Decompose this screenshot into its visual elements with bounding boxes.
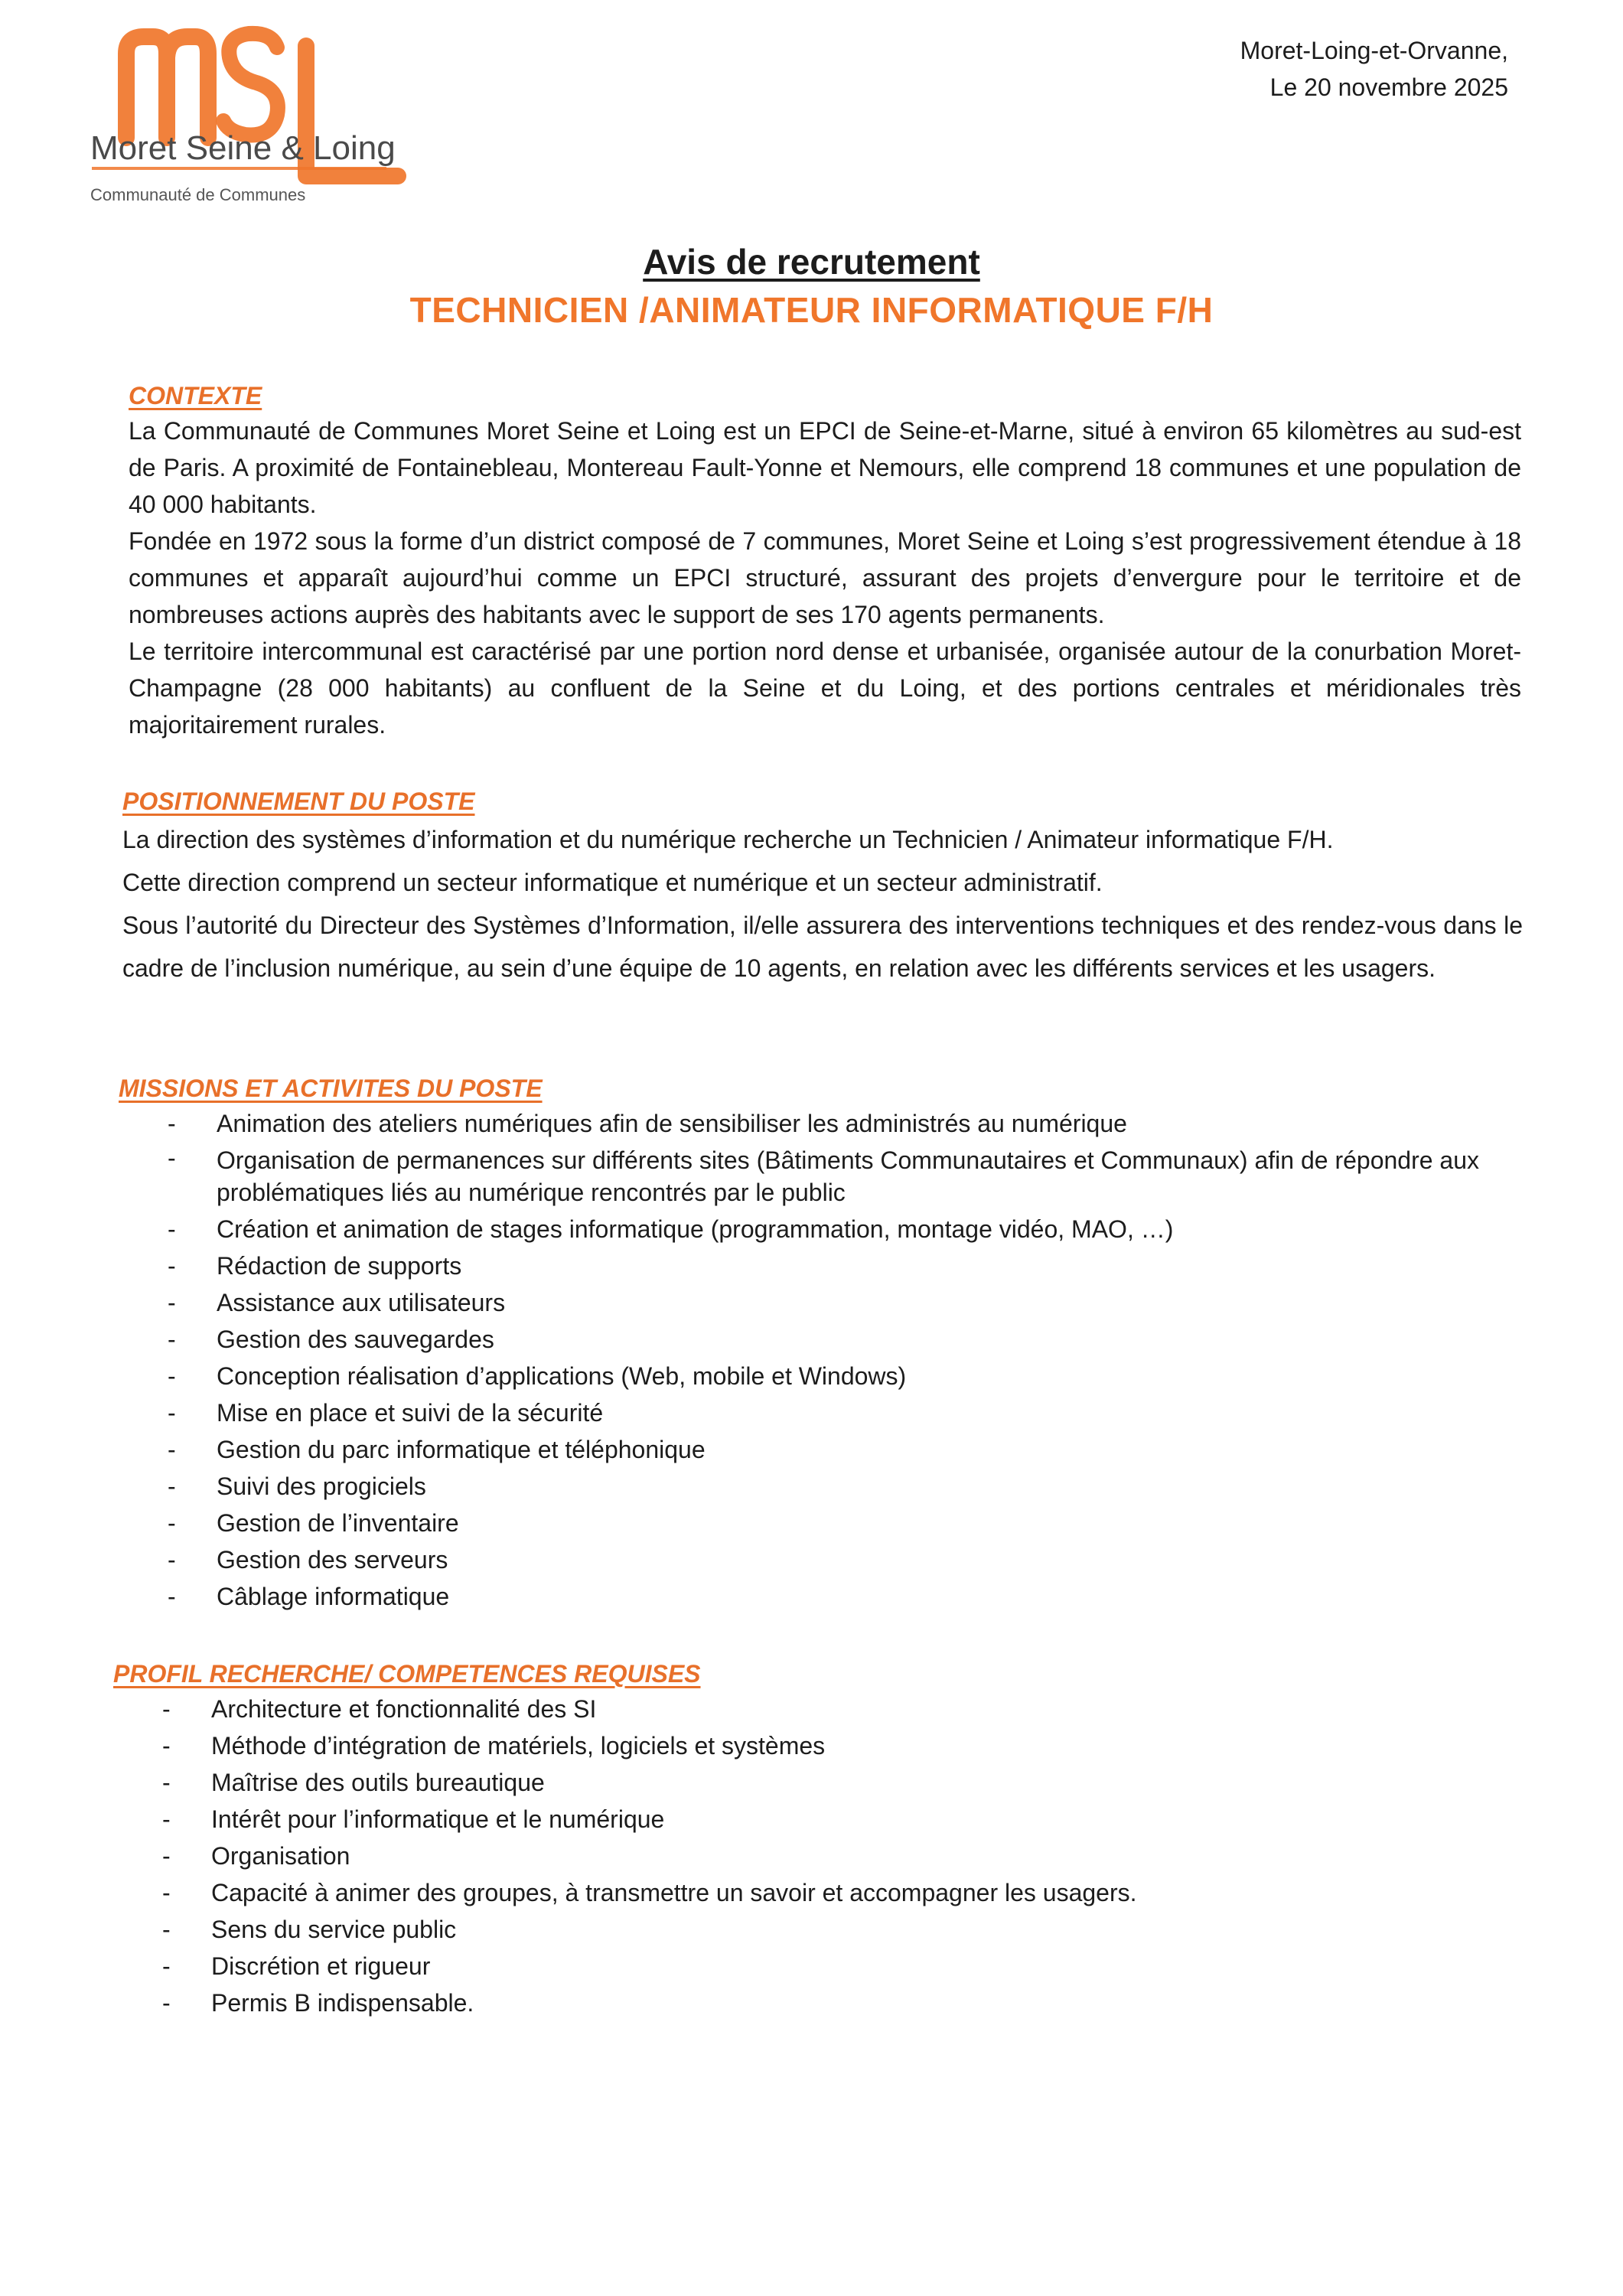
list-dash: - <box>162 1695 171 1723</box>
list-dash: - <box>162 1769 171 1796</box>
section-profil <box>113 1657 1514 2021</box>
positionnement-paragraph: Cette direction comprend un secteur informatique et numérique et un secteur administratif. <box>122 869 1103 896</box>
list-dash: - <box>168 1546 176 1574</box>
positionnement-paragraph: La direction des systèmes d’information et du numérique recherche un Technicien / Animateur informatique F/H. <box>122 826 1334 853</box>
list-item-text: Conception réalisation d’applications (Web, mobile et Windows) <box>217 1362 907 1390</box>
list-item <box>119 1211 1519 1247</box>
list-item <box>119 1431 1519 1468</box>
list-dash: - <box>168 1399 176 1427</box>
list-item-text: Capacité à animer des groupes, à transmettre un savoir et accompagner les usagers. <box>211 1879 1137 1906</box>
list-item <box>113 1948 1514 1985</box>
date-line: Le 20 novembre 2025 <box>1269 73 1508 101</box>
list-item <box>119 1321 1519 1358</box>
positionnement-heading: POSITIONNEMENT DU POSTE <box>122 788 475 815</box>
msl-logo <box>77 23 413 214</box>
list-item-text: Suivi des progiciels <box>217 1473 426 1500</box>
list-item <box>119 1142 1519 1211</box>
list-item-text: Rédaction de supports <box>217 1252 462 1280</box>
list-dash: - <box>162 1916 171 1943</box>
list-item-text: Organisation <box>211 1842 350 1870</box>
list-item <box>119 1468 1519 1505</box>
list-item <box>119 1578 1519 1615</box>
logo-subtitle: Communauté de Communes <box>90 185 306 204</box>
list-item-text: Création et animation de stages informatique (programmation, montage vidéo, MAO, …) <box>217 1215 1174 1243</box>
list-dash: - <box>168 1110 176 1137</box>
list-item <box>119 1358 1519 1394</box>
list-dash: - <box>162 1989 171 2017</box>
contexte-paragraph: Le territoire intercommunal est caractérisé par une portion nord dense et urbanisée, organisée autour de la conurbation Moret-Champagne (28 000 habitants) au confluent de la Seine et du Loing, et des portions centrales et méridionales très majoritairement rurales. <box>129 638 1521 739</box>
profil-heading: PROFIL RECHERCHE/ COMPETENCES REQUISES <box>113 1660 701 1688</box>
list-dash: - <box>168 1326 176 1353</box>
list-dash: - <box>168 1473 176 1500</box>
list-item-text: Gestion de l’inventaire <box>217 1509 459 1537</box>
list-item <box>113 1911 1514 1948</box>
list-item <box>119 1394 1519 1431</box>
list-dash: - <box>162 1879 171 1906</box>
contexte-heading: CONTEXTE <box>129 382 262 409</box>
msl-logo-graphic <box>77 23 413 214</box>
list-item <box>113 1838 1514 1874</box>
list-dash: - <box>168 1289 176 1316</box>
contexte-paragraph: La Communauté de Communes Moret Seine et Loing est un EPCI de Seine-et-Marne, situé à environ 65 kilomètres au sud-est de Paris. A proximité de Fontainebleau, Montereau Fault-Yonne et Nemours, elle comprend 18 communes et une population de 40 000 habitants. <box>129 417 1521 518</box>
list-dash: - <box>162 1842 171 1870</box>
list-item-text: Gestion des sauvegardes <box>217 1326 494 1353</box>
list-item-text: Discrétion et rigueur <box>211 1952 431 1980</box>
list-item <box>113 1985 1514 2021</box>
page-title: Avis de recrutement <box>643 242 980 282</box>
list-item-text: Câblage informatique <box>217 1583 450 1610</box>
list-item-text: Mise en place et suivi de la sécurité <box>217 1399 604 1427</box>
list-item-text: Permis B indispensable. <box>211 1989 474 2017</box>
list-item-text: Animation des ateliers numériques afin de sensibiliser les administrés au numérique <box>217 1110 1127 1137</box>
section-positionnement <box>122 784 1523 990</box>
job-title: TECHNICIEN /ANIMATEUR INFORMATIQUE F/H <box>409 290 1214 330</box>
list-item-text: Assistance aux utilisateurs <box>217 1289 506 1316</box>
logo-name: Moret Seine & Loing <box>90 129 396 167</box>
section-missions <box>119 1071 1519 1615</box>
place-line: Moret-Loing-et-Orvanne, <box>1240 37 1508 64</box>
list-item-text: Organisation de permanences sur différents sites (Bâtiments Communautaires et Communaux) afin de répondre aux problématiques liés au numérique rencontrés par le public <box>217 1146 1480 1206</box>
list-dash: - <box>162 1952 171 1980</box>
list-item-text: Gestion des serveurs <box>217 1546 448 1574</box>
list-item-text: Méthode d’intégration de matériels, logiciels et systèmes <box>211 1732 826 1760</box>
list-item <box>113 1801 1514 1838</box>
list-item-text: Maîtrise des outils bureautique <box>211 1769 545 1796</box>
list-item-text: Sens du service public <box>211 1916 457 1943</box>
list-dash: - <box>162 1732 171 1760</box>
list-item <box>119 1247 1519 1284</box>
list-item-text: Architecture et fonctionnalité des SI <box>211 1695 597 1723</box>
place-and-date <box>1240 32 1508 106</box>
missions-heading: MISSIONS ET ACTIVITES DU POSTE <box>119 1075 543 1102</box>
list-dash: - <box>168 1362 176 1390</box>
list-item <box>119 1541 1519 1578</box>
list-item-text: Intérêt pour l’informatique et le numérique <box>211 1805 665 1833</box>
missions-list <box>119 1105 1519 1615</box>
list-dash: - <box>168 1144 176 1172</box>
section-contexte <box>129 379 1521 743</box>
list-item <box>113 1691 1514 1727</box>
list-item <box>113 1874 1514 1911</box>
contexte-paragraph: Fondée en 1972 sous la forme d’un district composé de 7 communes, Moret Seine et Loing s’est progressivement étendue à 18 communes et apparaît aujourd’hui comme un EPCI structuré, assurant des projets d’envergure pour le territoire et de nombreuses actions auprès des habitants avec le support de ses 170 agents permanents. <box>129 527 1521 628</box>
list-item <box>119 1505 1519 1541</box>
profil-list <box>113 1691 1514 2021</box>
list-dash: - <box>168 1583 176 1610</box>
list-item <box>119 1284 1519 1321</box>
list-dash: - <box>168 1252 176 1280</box>
positionnement-paragraph: Sous l’autorité du Directeur des Systèmes d’Information, il/elle assurera des interventions techniques et des rendez-vous dans le cadre de l’inclusion numérique, au sein d’une équipe de 10 agents, en relation avec les différents services et les usagers. <box>122 912 1523 982</box>
list-item <box>119 1105 1519 1142</box>
list-dash: - <box>162 1805 171 1833</box>
list-dash: - <box>168 1215 176 1243</box>
title-block <box>0 239 1623 334</box>
list-item <box>113 1764 1514 1801</box>
list-dash: - <box>168 1509 176 1537</box>
list-item-text: Gestion du parc informatique et téléphonique <box>217 1436 706 1463</box>
list-dash: - <box>168 1436 176 1463</box>
list-item <box>113 1727 1514 1764</box>
